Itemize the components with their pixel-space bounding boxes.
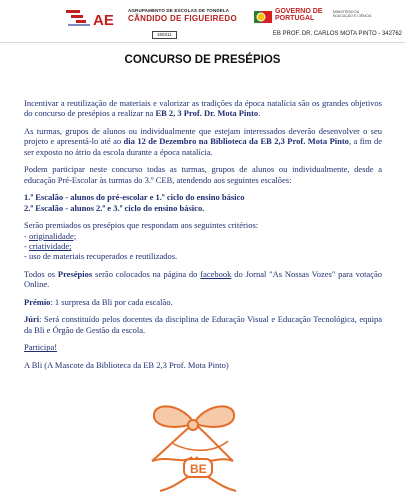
call-to-action	[24, 342, 382, 352]
prize-paragraph	[24, 297, 382, 307]
intro-text: Incentivar a reutilização de materiais e valorizar as tradições da época natalícia são os grandes objetivos do concurso de presépios a realizar na	[24, 98, 382, 119]
government-logo-text	[275, 8, 322, 22]
criterion-materials: - uso de materiais recuperados e reutilizados.	[24, 251, 178, 262]
presepios-bold: Presépios	[57, 268, 93, 279]
participa-text: Participa!	[24, 342, 58, 353]
intro-paragraph	[24, 98, 382, 119]
gov-line-1: GOVERNO DE	[275, 8, 323, 15]
portugal-flag-icon	[254, 8, 272, 26]
signature: A Bli (A Mascote da Biblioteca da EB 2,3 Prof. Mota Pinto)	[24, 360, 229, 371]
school-name: CÂNDIDO DE FIGUEIREDO	[128, 14, 237, 23]
levels-list	[24, 192, 382, 213]
school-group-block	[128, 8, 252, 37]
facebook-link[interactable]: facebook	[200, 268, 232, 279]
group-name: AGRUPAMENTO DE ESCOLAS DE TONDELA	[128, 8, 230, 13]
level-2: 2.º Escalão - alunos 2.º e 3.º ciclo do ensino básico.	[24, 202, 205, 213]
school-code-badge: 160311	[152, 31, 177, 39]
jury-paragraph	[24, 314, 382, 335]
document-body	[24, 98, 382, 378]
deadline-text: As turmas, grupos de alunos ou individualmente que estejam interessados deverão desenvolver o seu projeto e apresentá-lo até ao	[24, 125, 382, 147]
criterion-originality: - originalidade;	[24, 230, 77, 241]
prize-label: Prémio	[24, 296, 51, 307]
school-logo	[66, 8, 124, 32]
criteria-list	[24, 220, 382, 261]
level-1: 1.º Escalão - alunos do pré-escolar e 1.º ciclo do ensino básico	[24, 192, 245, 203]
jury-label: Júri	[24, 314, 40, 325]
deadline-date-location: dia 12 de Dezembro na Biblioteca da EB 2,3 Prof. Mota Pinto	[123, 136, 349, 147]
gov-line-2: PORTUGAL	[275, 15, 315, 22]
deadline-rest: , a fim de ser exposto no átrio da escola durante a época natalícia.	[24, 136, 382, 157]
ministry-name: MINISTÉRIO DA EDUCAÇÃO E CIÊNCIA	[333, 10, 372, 18]
intro-period: .	[258, 108, 261, 119]
mascot-label: BE	[190, 462, 207, 476]
letterhead	[0, 0, 405, 43]
criterion-creativity: - criatividade;	[24, 240, 72, 251]
library-mascot-logo	[132, 395, 256, 495]
criterion-creativity-text: criatividade;	[28, 240, 72, 251]
school-subtitle: EB PROF. DR. CARLOS MOTA PINTO - 342762	[272, 31, 402, 37]
prize-text: : 1 surpresa da Bli por cada escalão.	[50, 296, 173, 307]
document-title: CONCURSO DE PRESÉPIOS	[124, 54, 281, 66]
jury-text: : Será constituído pelos docentes da disciplina de Educação Visual e Educação Tecnológica, equipa da Bli e Órgão de Gestão da escola.	[24, 314, 382, 335]
criterion-originality-text: originalidade;	[28, 230, 77, 241]
logo-text: AE	[93, 12, 114, 29]
intro-school-name: EB 2, 3 Prof. Dr. Mota Pinto	[155, 108, 259, 119]
criteria-intro: Serão premiados os presépios que respondam aos seguintes critérios:	[24, 220, 259, 231]
participants-paragraph: Podem participar neste concurso todas as turmas, grupos de alunos ou individualmente, desde a educação Pré-Escolar às turmas do 3.º CEB, atendendo aos seguintes escalões:	[24, 164, 382, 185]
voting-paragraph: Todos os Presépios serão colocados na página do facebook do Jornal "As Nossas Vozes" para votação Online.	[24, 268, 383, 290]
deadline-paragraph	[24, 126, 382, 157]
